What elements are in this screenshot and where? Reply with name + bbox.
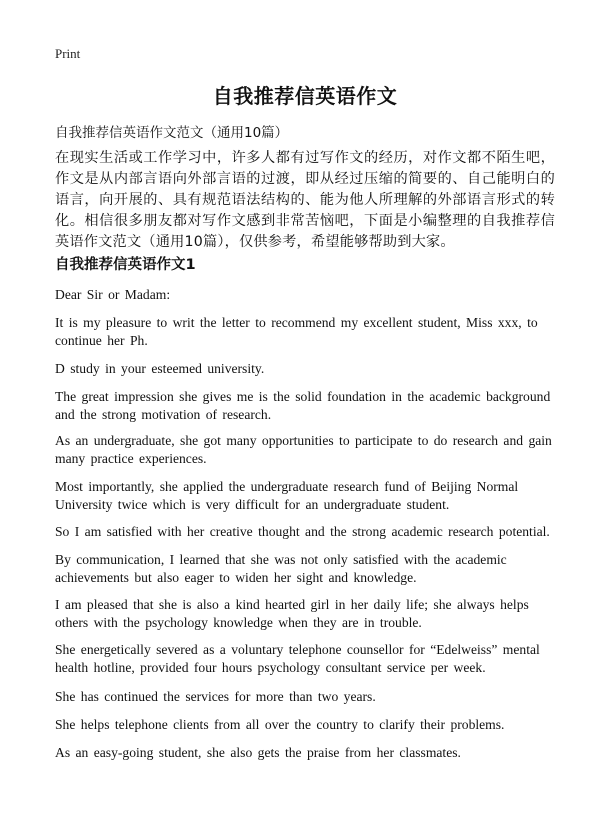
body-paragraph: As an easy-going student, she also gets the praise from her classmates.: [55, 745, 461, 760]
body-paragraph: She energetically severed as a voluntary telephone counsellor for “Edelweiss” mental health hotline, provided four hours psychology consultant service per week.: [55, 642, 540, 675]
body-paragraph: She helps telephone clients from all over the country to clarify their problems.: [55, 717, 505, 732]
intro-paragraph: 在现实生活或工作学习中，许多人都有过写作文的经历，对作文都不陌生吧，作文是从内部言语向外部言语的过渡，即从经过压缩的简要的、自己能明白的语言，向开展的、具有规范语法结构的、能为他人所理解的外部语言形式的转化。相信很多朋友都对写作文感到非常苦恼吧，下面是小编整理的自我推荐信英语作文范文（通用10篇），仅供参考，希望能够帮助到大家。: [55, 150, 555, 250]
body-paragraph: By communication, I learned that she was not only satisfied with the academic achievements but also eager to widen her sight and knowledge.: [55, 552, 507, 585]
body-paragraph: So I am satisfied with her creative thought and the strong academic research potential.: [55, 524, 550, 539]
print-link[interactable]: Print: [55, 46, 81, 61]
body-paragraph: She has continued the services for more than two years.: [55, 689, 376, 704]
body-paragraph: D study in your esteemed university.: [55, 361, 265, 376]
body-paragraph: Most importantly, she applied the undergraduate research fund of Beijing Normal University twice which is very difficult for an undergraduate student.: [55, 479, 519, 512]
body-paragraph: I am pleased that she is also a kind hearted girl in her daily life; she always helps others with the psychology knowledge when they are in trouble.: [55, 597, 529, 630]
body-paragraph: It is my pleasure to writ the letter to recommend my excellent student, Miss xxx, to continue her Ph.: [55, 315, 538, 348]
document-subtitle: 自我推荐信英语作文范文（通用10篇）: [55, 125, 289, 141]
body-paragraph: As an undergraduate, she got many opportunities to participate to do research and gain many practice experiences.: [55, 433, 552, 466]
document-title: 自我推荐信英语作文: [212, 84, 398, 108]
section-heading: 自我推荐信英语作文1: [55, 257, 196, 273]
body-paragraph: The great impression she gives me is the solid foundation in the academic background and the strong motivation of research.: [55, 389, 551, 422]
salutation: Dear Sir or Madam:: [55, 287, 171, 302]
